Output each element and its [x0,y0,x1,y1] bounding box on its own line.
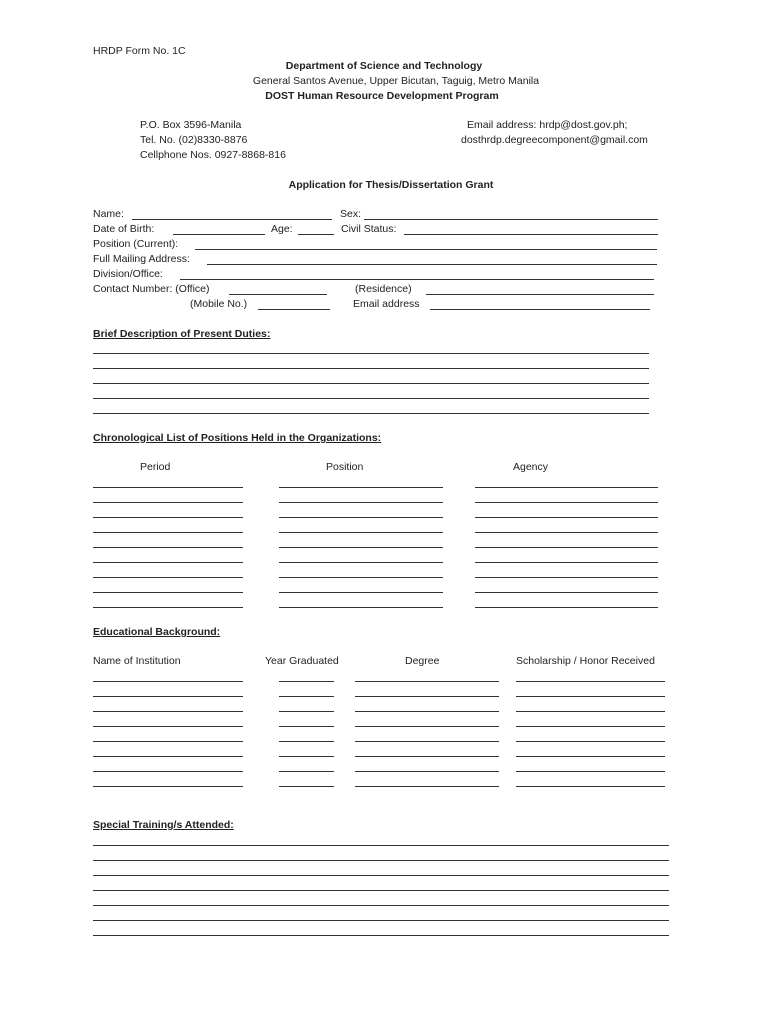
period-column-header: Period [140,461,171,473]
honor-line[interactable] [516,786,665,787]
position-label: Position (Current): [93,238,179,250]
form-title: Application for Thesis/Dissertation Grant [288,179,494,191]
residence-label: (Residence) [355,283,412,295]
training-line[interactable] [93,845,669,846]
institution-line[interactable] [93,741,243,742]
agency-line[interactable] [475,607,658,608]
dob-field[interactable] [173,234,265,235]
email-field[interactable] [430,309,650,310]
degree-line[interactable] [355,741,499,742]
duties-line[interactable] [93,368,649,369]
name-field[interactable] [132,219,332,220]
contact-label: Contact Number: (Office) [93,283,210,295]
email-secondary: dosthrdp.degreecomponent@gmail.com [461,134,648,146]
period-line[interactable] [93,562,243,563]
training-line[interactable] [93,920,669,921]
mobile-number-field[interactable] [258,309,330,310]
degree-column-header: Degree [405,655,440,667]
duties-line[interactable] [93,398,649,399]
position-line[interactable] [279,562,443,563]
institution-line[interactable] [93,711,243,712]
agency-column-header: Agency [513,461,549,473]
year-line[interactable] [279,741,334,742]
honor-line[interactable] [516,756,665,757]
year-line[interactable] [279,786,334,787]
training-heading: Special Training/s Attended: [93,819,234,831]
honor-line[interactable] [516,696,665,697]
period-line[interactable] [93,592,243,593]
sex-field[interactable] [364,219,658,220]
institution-line[interactable] [93,786,243,787]
age-label: Age: [271,223,293,235]
year-line[interactable] [279,681,334,682]
training-line[interactable] [93,890,669,891]
honor-line[interactable] [516,726,665,727]
mailing-field[interactable] [207,264,657,265]
institution-column-header: Name of Institution [93,655,181,667]
position-line[interactable] [279,577,443,578]
age-field[interactable] [298,234,334,235]
period-line[interactable] [93,532,243,533]
year-column-header: Year Graduated [265,655,339,667]
position-field[interactable] [195,249,657,250]
form-number: HRDP Form No. 1C [93,45,186,57]
degree-line[interactable] [355,681,499,682]
dob-label: Date of Birth: [93,223,155,235]
agency-line[interactable] [475,502,658,503]
position-line[interactable] [279,532,443,533]
institution-line[interactable] [93,726,243,727]
program-name: DOST Human Resource Development Program [265,90,499,102]
position-line[interactable] [279,517,443,518]
honor-line[interactable] [516,771,665,772]
institution-line[interactable] [93,756,243,757]
agency-line[interactable] [475,517,658,518]
degree-line[interactable] [355,771,499,772]
period-line[interactable] [93,487,243,488]
duties-line[interactable] [93,353,649,354]
training-line[interactable] [93,905,669,906]
degree-line[interactable] [355,756,499,757]
agency-line[interactable] [475,532,658,533]
agency-line[interactable] [475,592,658,593]
positions-heading: Chronological List of Positions Held in the Organizations: [93,432,382,444]
honor-column-header: Scholarship / Honor Received [516,655,655,667]
sex-label: Sex: [340,208,362,220]
year-line[interactable] [279,696,334,697]
duties-heading: Brief Description of Present Duties: [93,328,271,340]
mailing-label: Full Mailing Address: [93,253,190,265]
position-line[interactable] [279,592,443,593]
degree-line[interactable] [355,786,499,787]
po-box: P.O. Box 3596-Manila [140,119,242,131]
department-name: Department of Science and Technology [285,60,483,72]
institution-line[interactable] [93,681,243,682]
institution-line[interactable] [93,696,243,697]
training-line[interactable] [93,860,669,861]
education-heading: Educational Background: [93,626,221,638]
agency-line[interactable] [475,577,658,578]
degree-line[interactable] [355,696,499,697]
training-line[interactable] [93,935,669,936]
name-label: Name: [93,208,124,220]
civil-status-label: Civil Status: [341,223,397,235]
year-line[interactable] [279,756,334,757]
position-line[interactable] [279,547,443,548]
period-line[interactable] [93,517,243,518]
cellphone: Cellphone Nos. 0927-8868-816 [140,149,286,161]
period-line[interactable] [93,577,243,578]
civil-status-field[interactable] [404,234,658,235]
division-field[interactable] [180,279,654,280]
degree-line[interactable] [355,726,499,727]
agency-line[interactable] [475,562,658,563]
period-line[interactable] [93,607,243,608]
honor-line[interactable] [516,741,665,742]
agency-line[interactable] [475,547,658,548]
agency-line[interactable] [475,487,658,488]
position-line[interactable] [279,487,443,488]
residence-number-field[interactable] [426,294,654,295]
degree-line[interactable] [355,711,499,712]
mobile-label: (Mobile No.) [190,298,248,310]
duties-line[interactable] [93,383,649,384]
email-primary: Email address: hrdp@dost.gov.ph; [467,119,628,131]
department-address: General Santos Avenue, Upper Bicutan, Taguig, Metro Manila [252,75,540,87]
email-label: Email address [353,298,420,310]
training-line[interactable] [93,875,669,876]
telephone: Tel. No. (02)8330-8876 [140,134,248,146]
year-line[interactable] [279,726,334,727]
institution-line[interactable] [93,771,243,772]
office-number-field[interactable] [229,294,327,295]
year-line[interactable] [279,711,334,712]
period-line[interactable] [93,547,243,548]
honor-line[interactable] [516,681,665,682]
period-line[interactable] [93,502,243,503]
position-line[interactable] [279,607,443,608]
honor-line[interactable] [516,711,665,712]
duties-line[interactable] [93,413,649,414]
division-label: Division/Office: [93,268,163,280]
position-line[interactable] [279,502,443,503]
position-column-header: Position [326,461,364,473]
year-line[interactable] [279,771,334,772]
